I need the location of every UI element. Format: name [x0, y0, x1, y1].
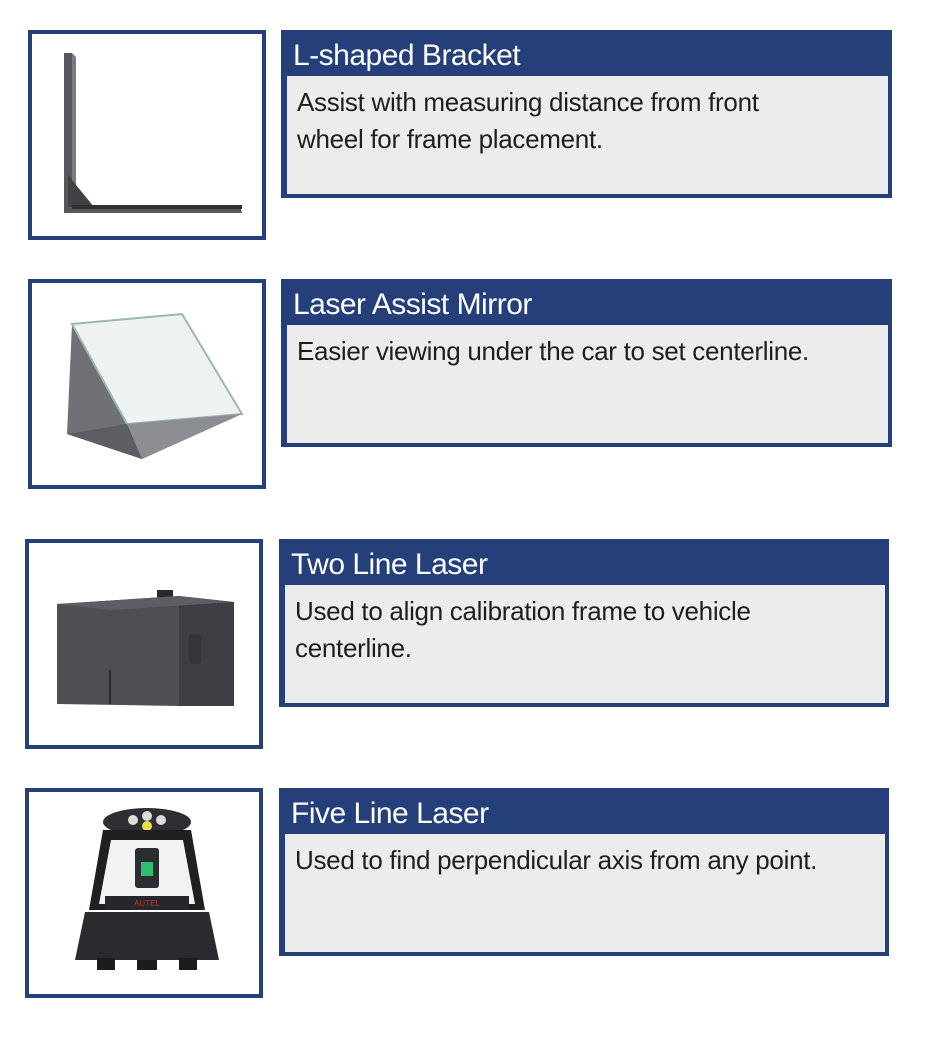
- product-description: Easier viewing under the car to set centerline.: [287, 325, 888, 443]
- product-title: L-shaped Bracket: [293, 39, 521, 72]
- product-card-l-shaped-bracket: [0, 30, 932, 270]
- product-image-frame: [28, 279, 266, 489]
- product-info-panel: [279, 539, 889, 707]
- product-info-panel: [279, 788, 889, 956]
- product-info-panel: [281, 30, 892, 198]
- two-line-laser-image: [29, 544, 259, 744]
- product-description: Used to find perpendicular axis from any point.: [285, 834, 885, 952]
- product-info-panel: [281, 279, 892, 447]
- five-line-laser-image: [29, 790, 259, 996]
- product-image-frame: [25, 539, 263, 749]
- product-image-frame: [25, 788, 263, 998]
- product-description: Used to align calibration frame to vehicle centerline.: [285, 585, 885, 703]
- product-title: Two Line Laser: [291, 548, 488, 581]
- product-image-frame: [28, 30, 266, 240]
- l-shaped-bracket-image: [32, 35, 262, 235]
- brand-mark: AUTEL: [134, 899, 160, 908]
- product-card-laser-assist-mirror: [0, 279, 932, 519]
- product-card-two-line-laser: [0, 539, 932, 779]
- product-description: Assist with measuring distance from front wheel for frame placement.: [287, 76, 888, 194]
- laser-assist-mirror-image: [32, 284, 262, 484]
- product-title: Laser Assist Mirror: [293, 288, 532, 321]
- product-title: Five Line Laser: [291, 797, 489, 830]
- product-card-five-line-laser: [0, 788, 932, 1028]
